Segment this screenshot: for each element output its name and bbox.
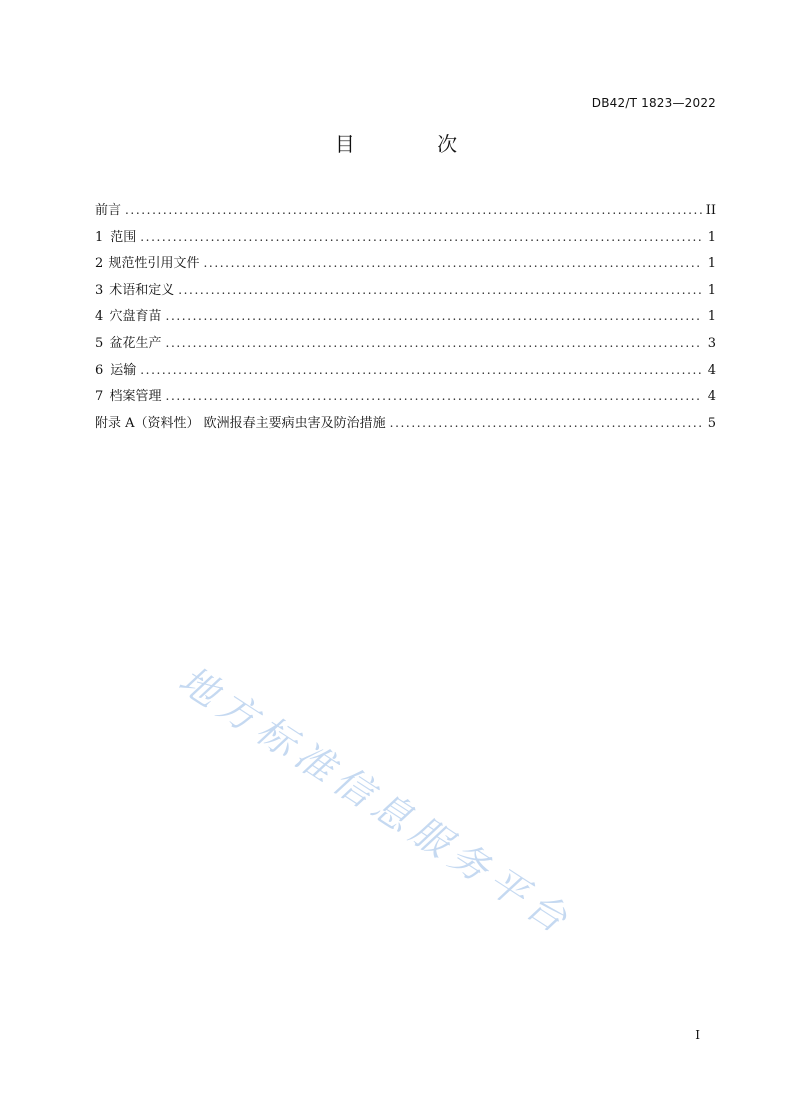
toc-entry-appendix-a[interactable] [95,412,716,439]
toc-entry-label: 穴盘育苗 [109,309,162,325]
toc-entry-number: 2 [95,256,104,272]
dot-leader [166,309,702,323]
toc-entry-number: 7 [95,389,104,405]
toc-entry-page: II [705,203,716,218]
toc-entry-label: 术语和定义 [109,282,175,298]
toc-entry-page: 4 [707,389,716,405]
dot-leader [125,203,702,217]
toc-entry-label: 范围 [110,229,137,245]
document-code: DB42/T 1823—2022 [591,96,716,110]
toc-entry-scope[interactable] [95,226,716,253]
dot-leader [178,283,702,297]
toc-entry-terms-definitions[interactable] [95,279,716,306]
toc-entry-number: 6 [95,362,104,378]
toc-entry-number: 1 [95,229,104,245]
dot-leader [166,336,702,350]
toc-entry-page: 1 [707,309,716,325]
table-of-contents [95,199,716,438]
dot-leader [140,363,702,377]
toc-entry-page: 1 [707,256,716,272]
toc-entry-label: 档案管理 [109,389,162,405]
toc-entry-label: 附录 A（资料性） 欧洲报春主要病虫害及防治措施 [95,415,386,431]
page-title: 目 次 [334,132,496,156]
toc-entry-label: 盆花生产 [109,335,162,351]
toc-entry-page: 1 [707,282,716,298]
dot-leader [166,389,702,403]
dot-leader [140,230,702,244]
dot-leader [204,256,702,270]
toc-entry-number: 5 [95,335,104,351]
toc-entry-label: 规范性引用文件 [108,256,200,272]
toc-entry-label: 前言 [95,203,122,218]
page-number: I [695,1028,700,1042]
toc-entry-records[interactable] [95,385,716,412]
toc-entry-number: 4 [95,309,104,325]
toc-entry-potted-flower[interactable] [95,332,716,359]
toc-entry-page: 3 [707,335,716,351]
toc-entry-foreword[interactable] [95,199,716,226]
dot-leader [390,416,702,430]
toc-entry-page: 5 [707,415,716,431]
toc-entry-seedling[interactable] [95,305,716,332]
toc-entry-transport[interactable] [95,359,716,386]
watermark: 地方标准信息服务平台 [171,657,581,945]
toc-entry-page: 1 [707,229,716,245]
toc-entry-number: 3 [95,282,104,298]
toc-entry-normative-references[interactable] [95,252,716,279]
toc-entry-page: 4 [707,362,716,378]
toc-entry-label: 运输 [110,362,137,378]
